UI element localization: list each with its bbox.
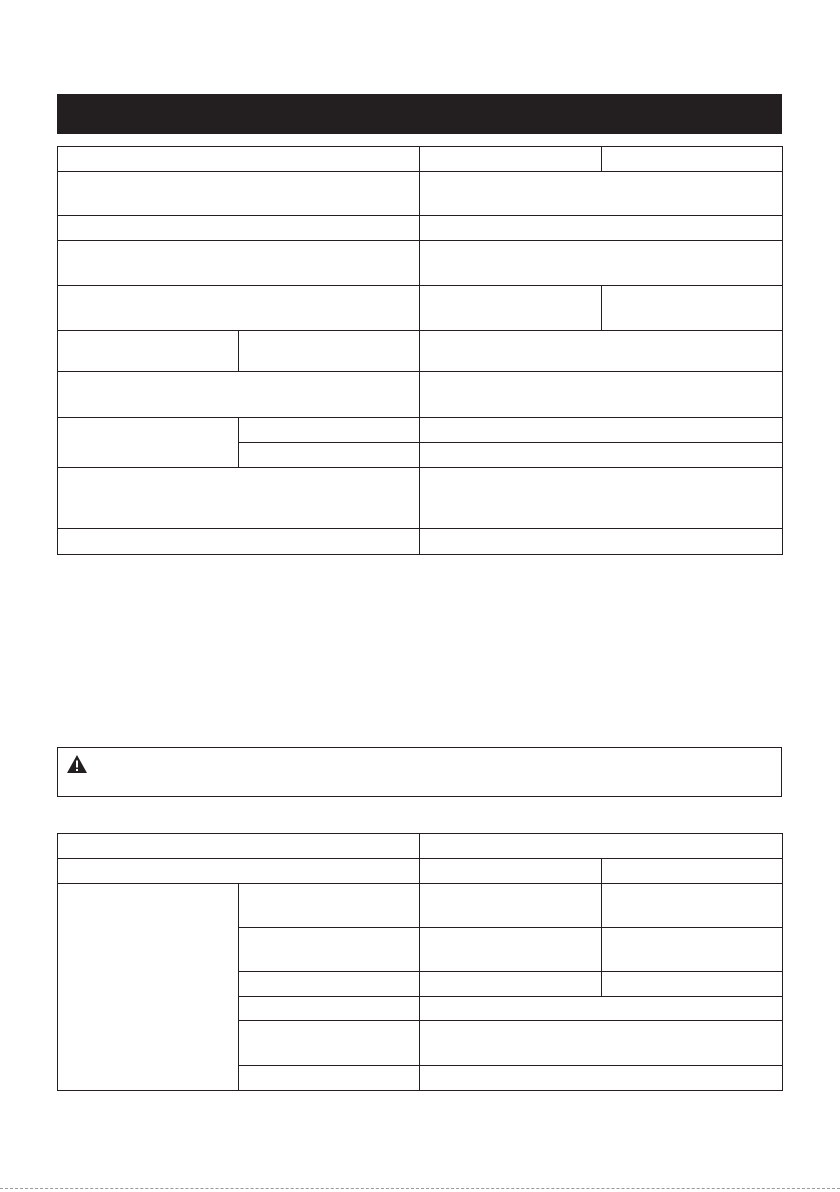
spec-table-row [58,286,783,331]
second-table-cell [239,972,420,997]
spec-table-cell [420,418,783,443]
spec-table-cell [420,468,783,529]
spec-table-cell [420,331,783,372]
spec-table-cell [58,468,420,529]
spec-table-cell [58,216,420,241]
spec-table-cell [239,443,420,468]
second-specifications-table [57,833,783,1091]
spec-table-cell [58,372,420,418]
specifications-table [57,146,783,555]
spec-table-row [58,331,783,372]
second-table-row [58,884,783,928]
second-table-cell [420,1021,783,1066]
spec-table-cell [58,331,239,372]
second-table-cell [420,928,602,972]
spec-table-row [58,418,783,443]
spec-table-row [58,529,783,555]
second-table-cell [239,997,420,1021]
second-table-row [58,834,783,859]
spec-table-row [58,216,783,241]
second-table-cell [239,928,420,972]
spec-table-row [58,372,783,418]
spec-table-cell [58,286,420,331]
second-table-cell [239,1021,420,1066]
second-table-cell [602,972,783,997]
second-table-cell [420,859,602,884]
spec-table-cell [58,172,420,216]
second-table-cell [58,834,420,859]
spec-table-row [58,147,783,172]
spec-table-row [58,241,783,286]
second-table-cell [420,834,783,859]
spec-table-cell [420,147,602,172]
spec-table-cell [239,331,420,372]
warning-box [57,747,782,797]
second-table-cell [420,972,602,997]
second-table-cell [420,884,602,928]
second-table-row [58,859,783,884]
spec-table-cell [420,529,783,555]
second-table-cell [420,1066,783,1091]
second-table-cell [420,997,783,1021]
spec-table-cell [420,372,783,418]
spec-table-cell [602,147,783,172]
spec-table-cell [58,529,420,555]
warning-triangle-icon [66,754,88,774]
spec-table-cell [420,443,783,468]
second-table-cell [239,884,420,928]
spec-table-cell [420,286,602,331]
spec-table-row [58,468,783,529]
spec-table-row [58,172,783,216]
spec-table-cell [602,286,783,331]
spec-table-cell [58,241,420,286]
second-table-cell [239,1066,420,1091]
second-table-cell [58,884,239,1091]
spec-table-cell [420,216,783,241]
spec-table-cell [420,241,783,286]
spec-table-cell [58,418,239,468]
spec-table-cell [58,147,420,172]
section-title-bar [57,94,782,134]
second-table-cell [58,859,420,884]
spec-table-cell [239,418,420,443]
second-table-cell [602,859,783,884]
page-bottom-rule [0,1188,840,1189]
second-table-cell [602,928,783,972]
spec-table-cell [420,172,783,216]
second-table-cell [602,884,783,928]
